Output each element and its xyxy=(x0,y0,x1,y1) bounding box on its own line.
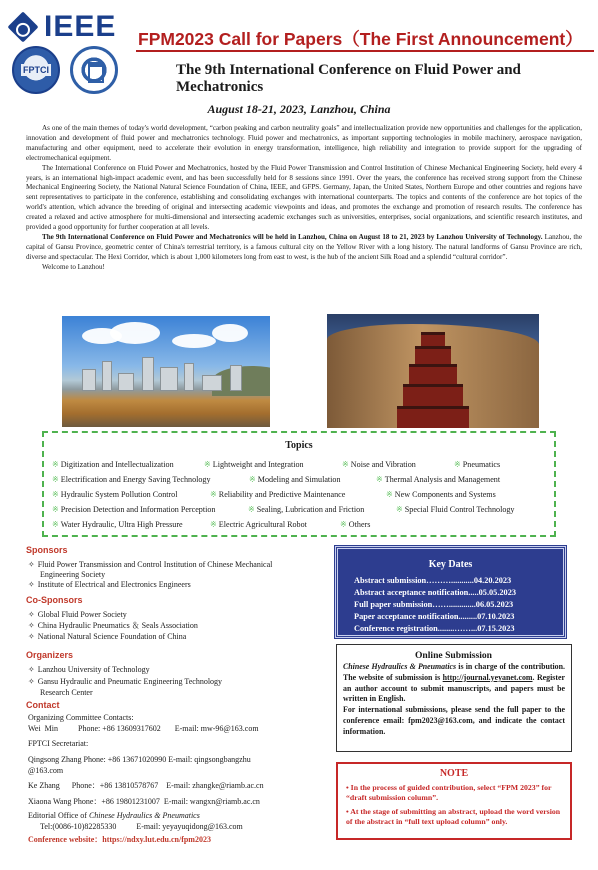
cosponsor-item: ✧ Global Fluid Power Society xyxy=(28,610,127,619)
online-submission-title: Online Submission xyxy=(414,650,493,661)
cfp-title: FPM2023 Call for Papers（The First Announcement） xyxy=(138,29,583,49)
topic-item: ※ Others xyxy=(340,520,371,529)
key-dates-box xyxy=(335,546,566,638)
sponsors-heading: Sponsors xyxy=(26,545,68,555)
key-date-row: Abstract submission………...........04.20.2023 xyxy=(354,576,512,585)
lanzhou-description: Lanzhou, the capital of Gansu Province, geometric center of China's terrestrial territory, is a famous cultural city on the Yellow River with a long history. The natural landforms of Gansu Province are rich, diverse and spectacular. The Hexi Corridor, which is about 1,000 kilometers long from east to west, is the hub of the ancient Silk Road and a splendid “cultural corridor”. xyxy=(26,232,582,261)
topic-item: ※ Electric Agricultural Robot xyxy=(210,520,307,529)
secretariat-contact-1: Qingsong Zhang Phone: +86 13671020990 E-mail: qingsongbangzhu xyxy=(28,755,251,764)
fptci-cmes-logo xyxy=(12,46,60,94)
secretariat-contact-1-cont: @163.com xyxy=(28,766,64,775)
ieee-logo xyxy=(12,10,116,44)
topic-item: ※ Reliability and Predictive Maintenance xyxy=(210,490,346,499)
topic-item: ※ Water Hydraulic, Ultra High Pressure xyxy=(52,520,183,529)
topic-marker-icon: ※ xyxy=(454,460,461,469)
bullet-icon: ✧ xyxy=(28,580,35,589)
topic-item: ※ Special Fluid Control Technology xyxy=(396,505,515,514)
committee-label: Organizing Committee Contacts: xyxy=(28,713,134,722)
international-submission-text: For international submissions, please send the full paper to the conference email: fpm2023@163.com, and indicate the contact information. xyxy=(343,705,565,736)
topic-item: ※ Precision Detection and Information Perception xyxy=(52,505,216,514)
topic-item: ※ Pneumatics xyxy=(454,460,501,469)
topic-marker-icon: ※ xyxy=(52,460,59,469)
fptci-logo-text: FPTCI xyxy=(23,65,49,75)
topic-marker-icon: ※ xyxy=(52,505,59,514)
journal-name: Chinese Hydraulics & Pneumatics xyxy=(88,811,200,820)
secretariat-contact-3: Xiaona Wang Phone：+86 19801231007 E-mail: wangxn@riamb.ac.cn xyxy=(28,797,260,806)
key-date-row: Abstract acceptance notification.....05.05.2023 xyxy=(354,588,516,597)
header xyxy=(0,0,598,120)
journal-name: Chinese Hydraulics & Pneumatics xyxy=(343,662,457,671)
topic-item: ※ Digitization and Intellectualization xyxy=(52,460,174,469)
sponsor-item: ✧ Institute of Electrical and Electronics Engineers xyxy=(28,580,191,589)
key-date-row: Conference registration........……...07.15.2023 xyxy=(354,624,515,633)
conference-name: The 9th International Conference on Fluid Power and Mechatronics xyxy=(176,62,521,95)
topic-marker-icon: ※ xyxy=(340,520,347,529)
topic-item: ※ Hydraulic System Pollution Control xyxy=(52,490,178,499)
conference-website-link[interactable]: Conference website：https://ndxy.lut.edu.cn/fpm2023 xyxy=(28,835,211,844)
organizer-item: ✧ Lanzhou University of Technology xyxy=(28,665,150,674)
intro-paragraph-1: As one of the main themes of today's world development, “carbon peaking and carbon neutrality goals” and intellectualization provide new opportunities and challenges for the application, innovation and development of fluid power and mechatronics technology. Fluid power and mechatronics, as important supporting technologies in mobile machinery, aerospace navigation, manufacturing and other equipment, need to accelerate their evolution in energy transformation, intelligence, high reliability and integration to provide support for the upgrading of electromechanical equipment. xyxy=(26,124,582,162)
submission-website-link[interactable]: http://journal.yeyanet.com xyxy=(442,672,533,682)
bullet-icon: ✧ xyxy=(28,632,35,641)
cosponsor-item: ✧ China Hydraulic Pneumatics ＆ Seals Association xyxy=(28,621,198,630)
lanzhou-city-photo xyxy=(62,316,270,427)
note-item: • In the process of guided contribution, select “FPM 2023” for “draft submission column”. xyxy=(346,783,552,802)
editorial-office: Editorial Office of Chinese Hydraulics & Pneumatics xyxy=(28,811,200,820)
topic-marker-icon: ※ xyxy=(386,490,393,499)
title-divider xyxy=(136,50,594,52)
secretariat-contact-2: Ke Zhang Phone：+86 13810578767 E-mail: zhangke@riamb.ac.cn xyxy=(28,781,264,790)
topic-marker-icon: ※ xyxy=(249,475,256,484)
cosponsor-item: ✧ National Natural Science Foundation of China xyxy=(28,632,187,641)
topic-item: ※ Noise and Vibration xyxy=(342,460,416,469)
topic-marker-icon: ※ xyxy=(248,505,255,514)
topic-marker-icon: ※ xyxy=(210,520,217,529)
welcome-line: Welcome to Lanzhou! xyxy=(42,262,105,271)
online-submission-text: Chinese Hydraulics & Pneumatics is in charge of the contribution. The website of submission is http://journal.yeyanet.com. Register an author account to submit manuscripts, and papers must be written in English. For international submissions, please send the full paper to the conference email: fpm2023@163.com, and indicate the contact information. xyxy=(343,662,565,736)
topics-title: Topics xyxy=(285,440,313,451)
bullet-icon: ✧ xyxy=(28,621,35,630)
bullet-icon: ✧ xyxy=(28,677,35,686)
topic-item: ※ Lightweight and Integration xyxy=(204,460,304,469)
intro-paragraph-3 xyxy=(26,233,582,263)
bullet-icon: ✧ xyxy=(28,560,35,569)
date-location: August 18-21, 2023, Lanzhou, China xyxy=(207,102,391,116)
cosponsors-heading: Co-Sponsors xyxy=(26,595,83,605)
key-date-row: Paper acceptance notification.........07.10.2023 xyxy=(354,612,515,621)
key-dates-title: Key Dates xyxy=(428,559,473,570)
topic-marker-icon: ※ xyxy=(396,505,403,514)
topic-item: ※ Electrification and Energy Saving Technology xyxy=(52,475,211,484)
key-date-row: Full paper submission…….............06.05.2023 xyxy=(354,600,514,609)
bullet-icon: ✧ xyxy=(28,665,35,674)
contact-heading: Contact xyxy=(26,700,60,710)
note-box xyxy=(336,762,572,840)
organizer-item: ✧ Gansu Hydraulic and Pneumatic Engineering Technology xyxy=(28,677,223,686)
sponsor-item-continued: Engineering Society xyxy=(40,570,106,579)
topic-marker-icon: ※ xyxy=(376,475,383,484)
topic-marker-icon: ※ xyxy=(52,520,59,529)
organizer-item-continued: Research Center xyxy=(40,688,93,697)
topic-marker-icon: ※ xyxy=(52,475,59,484)
mogao-grottoes-photo xyxy=(327,314,539,428)
online-submission-box xyxy=(336,644,572,752)
ieee-diamond-icon xyxy=(7,11,38,42)
topic-item: ※ Thermal Analysis and Management xyxy=(376,475,501,484)
note-title: NOTE xyxy=(439,768,469,779)
organizers-heading: Organizers xyxy=(26,650,74,660)
sponsor-item: ✧ Fluid Power Transmission and Control Institution of Chinese Mechanical xyxy=(28,560,273,569)
topic-item: ※ Sealing, Lubrication and Friction xyxy=(248,505,365,514)
topic-item: ※ New Components and Systems xyxy=(386,490,496,499)
intro-paragraph-2: The International Conference on Fluid Power and Mechatronics, hosted by the Fluid Power Transmission and Control Institution of Chinese Mechanical Engineering Society, held every 4 years, is an international high-impact academic event, and has been successfully held for 8 sessions since 1991. Over the years, the conference has received strong support from the Chinese Mechanical Engineering Society, the National Natural Science Foundation of China, IEEE, and GFPS. Germany, Japan, the United States, Northern Europe and other countries and regions have sent representatives to participate in the conference, establishing and consolidating exchanges with international counterparts. The topics and contents of the conference are hot topics of the world's attention, which advance the breeding of original and intersecting academic viewpoints and ideas, and promotes the exchange and promotion of research results. The conference has created a relaxed and active atmosphere for multi-dimensional and intersecting academic exchanges such as universities, enterprises, social organizations, and scientific research institutes, and provided a good opportunity for further cooperation at all levels. xyxy=(26,163,582,232)
topics-box xyxy=(42,431,556,537)
topic-item: ※ Modeling and Simulation xyxy=(249,475,341,484)
committee-contact: Wei Min Phone: +86 13609317602 E-mail: mw-96@163.com xyxy=(28,724,259,733)
topic-marker-icon: ※ xyxy=(210,490,217,499)
intro-text xyxy=(26,124,582,273)
topic-marker-icon: ※ xyxy=(204,460,211,469)
note-item: • At the stage of submitting an abstract, upload the word version of the abstract in “full text upload column” only. xyxy=(346,807,561,826)
lanzhou-university-logo xyxy=(70,46,118,94)
venue-announcement: The 9th International Conference on Fluid Power and Mechatronics will be held in Lanzhou, China on August 18 to 21, 2023 by Lanzhou University of Technology. xyxy=(42,232,543,241)
ieee-logo-text: IEEE xyxy=(44,10,117,43)
secretariat-label: FPTCI Secretariat: xyxy=(28,739,89,748)
topic-marker-icon: ※ xyxy=(52,490,59,499)
bullet-icon: ✧ xyxy=(28,610,35,619)
topic-marker-icon: ※ xyxy=(342,460,349,469)
editorial-contact: Tel:(0086-10)82285330 E-mail: yeyayuqidong@163.com xyxy=(40,822,243,831)
